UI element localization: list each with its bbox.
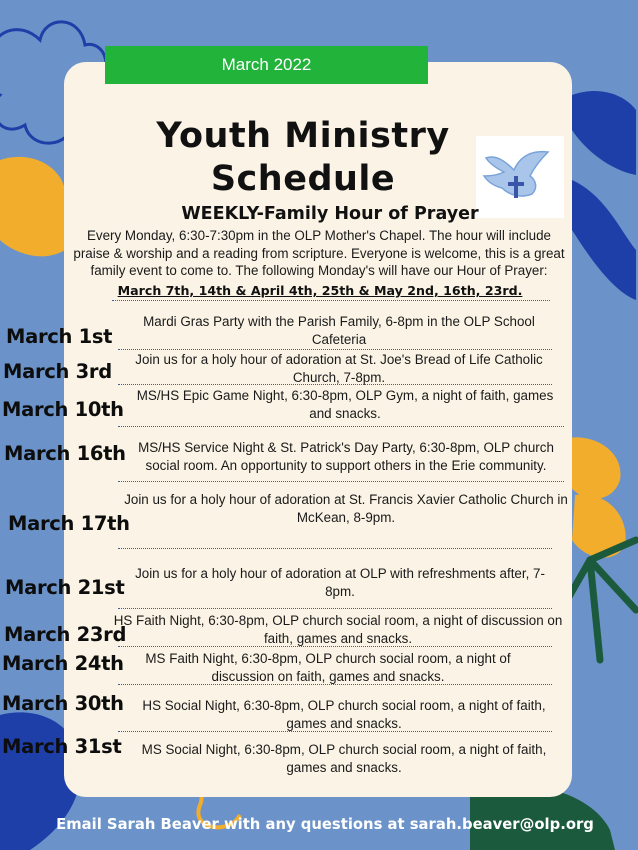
event-date: March 30th [2, 692, 124, 715]
divider [118, 731, 552, 732]
footer-contact: Email Sarah Beaver with any questions at sarah.beaver@olp.org [56, 816, 594, 833]
weekly-heading: WEEKLY-Family Hour of Prayer [181, 204, 479, 224]
event-description: HS Social Night, 6:30-8pm, OLP church social room, a night of faith, games and snacks. [142, 698, 546, 731]
title-line-2: Schedule [210, 159, 396, 199]
divider [118, 426, 564, 427]
event-description: Join us for a holy hour of adoration at OLP with refreshments after, 7-8pm. [135, 566, 545, 599]
event-date: March 31st [2, 735, 122, 758]
event-date: March 23rd [4, 623, 127, 646]
event-date: March 24th [2, 652, 124, 675]
event-description: MS/HS Service Night & St. Patrick's Day Party, 6:30-8pm, OLP church social room. An opportunity to support others in the Erie community. [138, 440, 554, 473]
weekly-description: Every Monday, 6:30-7:30pm in the OLP Mother's Chapel. The hour will include praise & worship and a reading from scripture. Everyone is welcome, this is a great family event to come to. The following Monday's will have our Hour of Prayer: [73, 228, 565, 278]
event-description: MS Faith Night, 6:30-8pm, OLP church social room, a night of discussion on faith, games and snacks. [145, 651, 511, 684]
divider [112, 300, 550, 301]
event-date: March 10th [2, 398, 124, 421]
divider [118, 608, 552, 609]
divider [118, 548, 552, 549]
divider [118, 646, 552, 647]
divider [118, 684, 552, 685]
navy-leaf-right-mid [572, 180, 636, 300]
divider [118, 349, 552, 350]
month-banner: March 2022 [105, 46, 428, 84]
event-date: March 16th [4, 442, 126, 465]
event-description: Join us for a holy hour of adoration at St. Joe's Bread of Life Catholic Church, 7-8pm. [135, 352, 543, 385]
event-description: Join us for a holy hour of adoration at St. Francis Xavier Catholic Church in McKean, 8-9pm. [124, 492, 568, 525]
navy-leaf-right-top [572, 91, 636, 175]
divider [118, 384, 552, 385]
event-date: March 21st [5, 576, 125, 599]
divider [118, 481, 564, 482]
event-date: March 3rd [3, 360, 112, 383]
event-description: MS/HS Epic Game Night, 6:30-8pm, OLP Gym, a night of faith, games and snacks. [136, 388, 554, 421]
title-line-1: Youth Ministry [156, 116, 450, 156]
event-description: MS Social Night, 6:30-8pm, OLP church social room, a night of faith, games and snacks. [141, 742, 547, 775]
page-title [118, 115, 488, 201]
event-date: March 17th [8, 512, 130, 535]
event-date: March 1st [6, 325, 113, 348]
event-description: Mardi Gras Party with the Parish Family, 6-8pm in the OLP School Cafeteria [143, 314, 535, 347]
event-description: HS Faith Night, 6:30-8pm, OLP church social room, a night of discussion on faith, games and snacks. [113, 613, 563, 646]
weekly-dates: March 7th, 14th & April 4th, 25th & May 2nd, 16th, 23rd. [117, 283, 523, 298]
yellow-blob-left [0, 157, 65, 256]
